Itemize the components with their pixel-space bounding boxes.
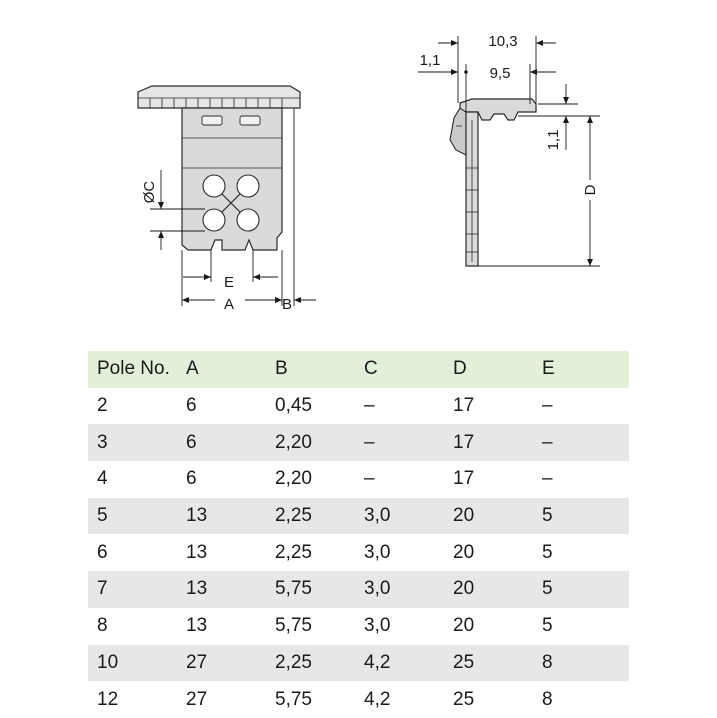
header-pole-no: Pole No.: [97, 358, 170, 380]
cell-a: 13: [186, 578, 208, 600]
cell-pole: 6: [97, 541, 108, 563]
cell-d: 20: [453, 505, 475, 527]
cell-e: –: [542, 468, 553, 490]
pin-hole: [203, 209, 225, 231]
cell-e: –: [542, 431, 553, 453]
cell-b: 5,75: [275, 578, 312, 600]
header-a: A: [186, 358, 199, 380]
front-view: [138, 86, 316, 313]
front-body: [182, 108, 282, 250]
cell-a: 6: [186, 431, 197, 453]
dim-label-10-3: 10,3: [488, 33, 518, 50]
cell-e: 5: [542, 541, 553, 563]
cell-d: 17: [453, 431, 475, 453]
cell-b: 5,75: [275, 615, 312, 637]
cell-d: 25: [453, 651, 475, 673]
front-window-left: [202, 116, 222, 125]
table-row: [88, 424, 629, 461]
pin-hole: [237, 175, 259, 197]
table-row: [88, 498, 629, 535]
table-row: [88, 571, 629, 608]
cell-pole: 3: [97, 431, 108, 453]
dimensions-table: [88, 351, 629, 718]
cell-a: 27: [186, 651, 208, 673]
dim-label-b: B: [281, 296, 293, 313]
header-c: C: [364, 358, 378, 380]
cell-pole: 5: [97, 505, 108, 527]
dim-label-a: A: [223, 296, 235, 313]
cell-d: 20: [453, 615, 475, 637]
cell-pole: 7: [97, 578, 108, 600]
cell-c: –: [364, 468, 375, 490]
cell-pole: 4: [97, 468, 108, 490]
cell-e: 5: [542, 615, 553, 637]
dim-label-1-1-right: 1,1: [545, 129, 562, 151]
cell-d: 25: [453, 688, 475, 710]
dim-label-c: ØC: [141, 180, 158, 204]
header-d: D: [453, 358, 467, 380]
cell-e: –: [542, 395, 553, 417]
cell-a: 13: [186, 505, 208, 527]
cell-b: 2,25: [275, 505, 312, 527]
dim-label-e: E: [223, 274, 235, 291]
cell-a: 6: [186, 395, 197, 417]
cell-c: 3,0: [364, 505, 391, 527]
cell-c: –: [364, 431, 375, 453]
cell-d: 17: [453, 468, 475, 490]
cell-b: 5,75: [275, 688, 312, 710]
cell-c: 3,0: [364, 578, 391, 600]
cell-c: 4,2: [364, 688, 391, 710]
cell-c: 4,2: [364, 651, 391, 673]
pin-hole: [237, 209, 259, 231]
cell-b: 2,25: [275, 541, 312, 563]
cell-c: –: [364, 395, 375, 417]
table-header-row: [88, 351, 629, 388]
cell-pole: 2: [97, 395, 108, 417]
cell-e: 8: [542, 651, 553, 673]
dim-label-d: D: [582, 184, 599, 196]
header-e: E: [542, 358, 555, 380]
table-row: [88, 681, 629, 718]
cell-d: 20: [453, 541, 475, 563]
dim-label-9-5: 9,5: [489, 65, 511, 82]
side-clip: [450, 108, 466, 155]
cell-a: 6: [186, 468, 197, 490]
cell-b: 2,20: [275, 431, 312, 453]
cell-a: 13: [186, 615, 208, 637]
cell-pole: 12: [97, 688, 119, 710]
cell-b: 2,20: [275, 468, 312, 490]
cell-pole: 8: [97, 615, 108, 637]
technical-drawing: [0, 0, 717, 340]
cell-d: 20: [453, 578, 475, 600]
pin-hole: [203, 175, 225, 197]
cell-c: 3,0: [364, 615, 391, 637]
cell-pole: 10: [97, 651, 119, 673]
cell-c: 3,0: [364, 541, 391, 563]
side-view: [418, 33, 600, 266]
cell-b: 2,25: [275, 651, 312, 673]
front-window-right: [240, 116, 260, 125]
cell-a: 27: [186, 688, 208, 710]
table-row: [88, 534, 629, 571]
cell-d: 17: [453, 395, 475, 417]
table-row: [88, 608, 629, 645]
table-row: [88, 461, 629, 498]
cell-e: 8: [542, 688, 553, 710]
cell-b: 0,45: [275, 395, 312, 417]
cell-e: 5: [542, 505, 553, 527]
table-row: [88, 645, 629, 682]
table-row: [88, 388, 629, 425]
header-b: B: [275, 358, 288, 380]
cell-a: 13: [186, 541, 208, 563]
dim-label-1-1-left: 1,1: [419, 52, 441, 69]
cell-e: 5: [542, 578, 553, 600]
